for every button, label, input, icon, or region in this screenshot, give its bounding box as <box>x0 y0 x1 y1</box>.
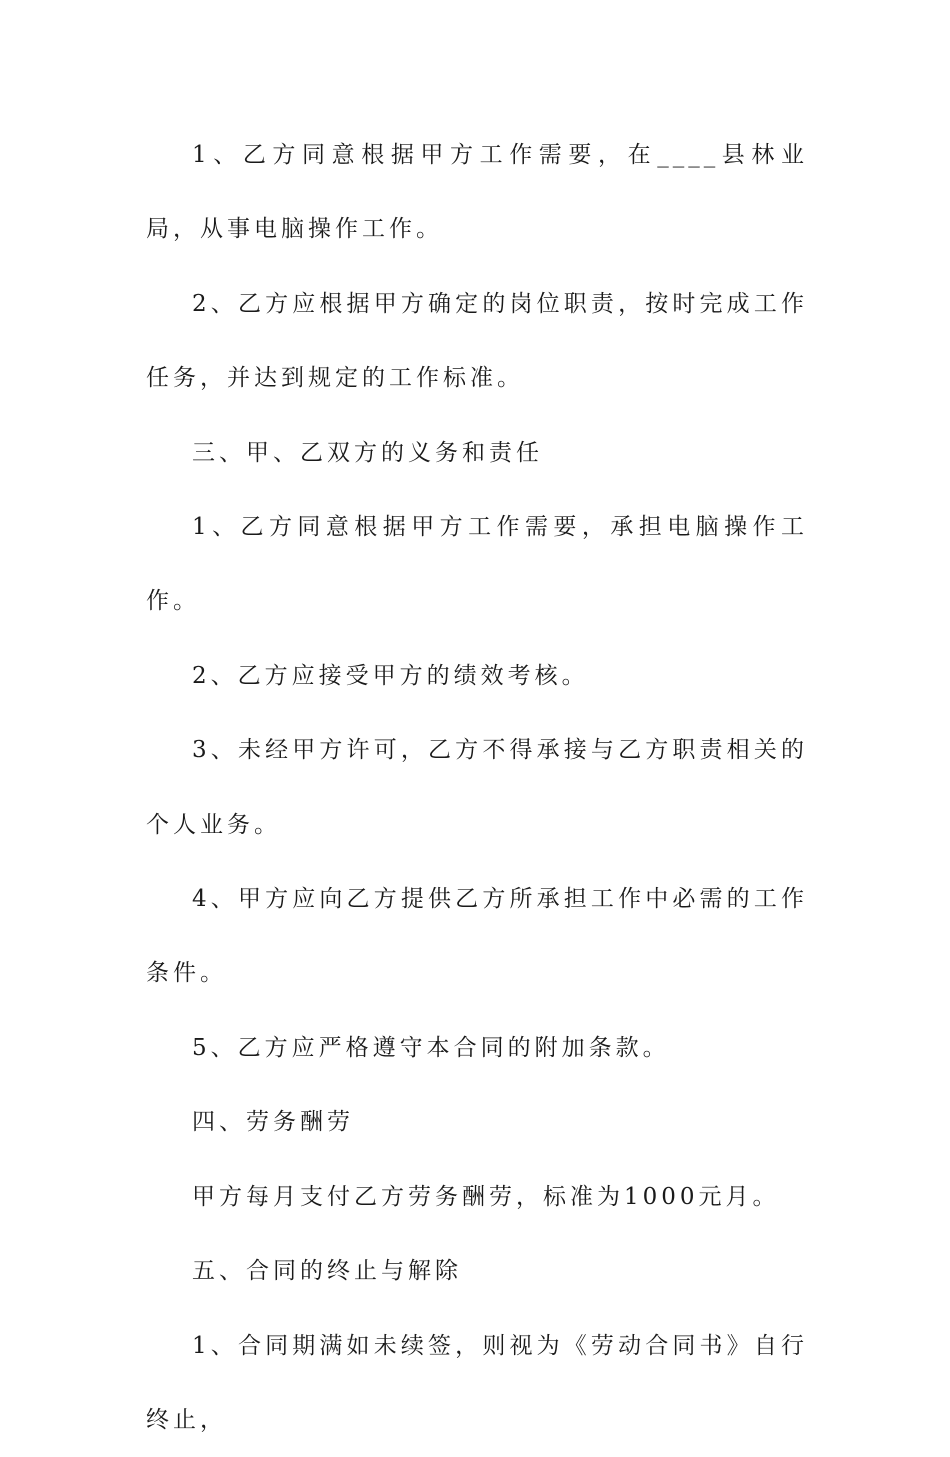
section-heading: 五、合同的终止与解除 <box>146 1234 808 1308</box>
clause-paragraph: 2、乙方应根据甲方确定的岗位职责，按时完成工作任务，并达到规定的工作标准。 <box>146 267 808 416</box>
document-body <box>146 118 808 1457</box>
section-heading: 四、劳务酬劳 <box>146 1085 808 1159</box>
clause-paragraph: 1、乙方同意根据甲方工作需要，在____县林业局，从事电脑操作工作。 <box>146 118 808 267</box>
clause-paragraph: 1、合同期满如未续签，则视为《劳动合同书》自行终止， <box>146 1309 808 1457</box>
clause-paragraph: 甲方每月支付乙方劳务酬劳，标准为1000元月。 <box>146 1160 808 1234</box>
clause-paragraph: 4、甲方应向乙方提供乙方所承担工作中必需的工作条件。 <box>146 862 808 1011</box>
clause-paragraph: 2、乙方应接受甲方的绩效考核。 <box>146 639 808 713</box>
clause-paragraph: 3、未经甲方许可，乙方不得承接与乙方职责相关的个人业务。 <box>146 713 808 862</box>
section-heading: 三、甲、乙双方的义务和责任 <box>146 416 808 490</box>
clause-paragraph: 5、乙方应严格遵守本合同的附加条款。 <box>146 1011 808 1085</box>
clause-paragraph: 1、乙方同意根据甲方工作需要，承担电脑操作工作。 <box>146 490 808 639</box>
